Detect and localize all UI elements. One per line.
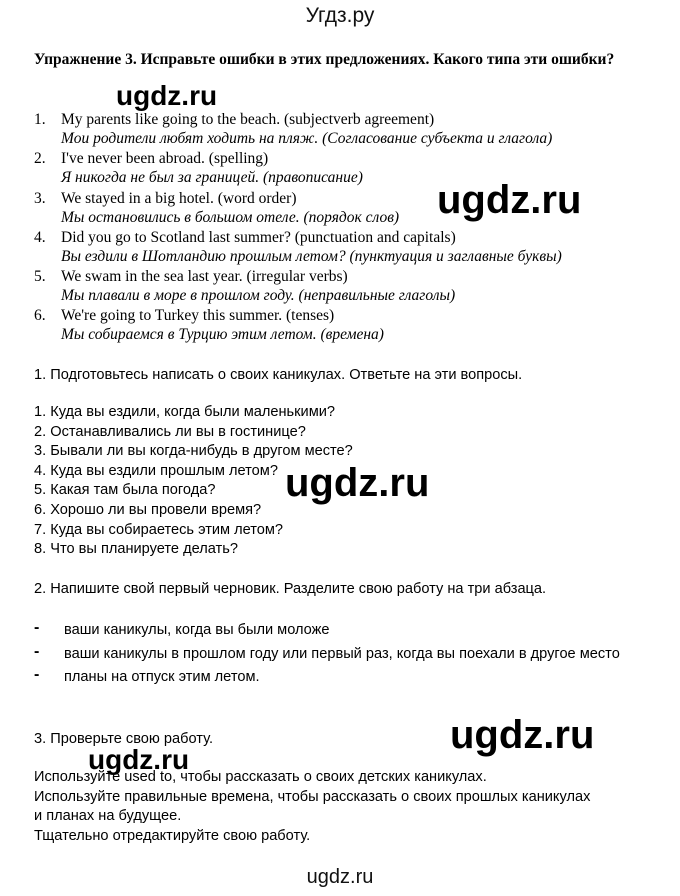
russian-translation: Я никогда не был за границей. (правописание) <box>61 169 363 187</box>
english-sentence: I've never been abroad. (spelling) <box>61 150 269 168</box>
watermark: ugdz.ru <box>116 80 218 111</box>
question-item: 3. Бывали ли вы когда-нибудь в другом месте? <box>34 443 353 460</box>
question-item: 6. Хорошо ли вы провели время? <box>34 501 262 518</box>
watermark: ugdz.ru <box>285 461 430 505</box>
english-sentence: Did you go to Scotland last summer? (punctuation and capitals) <box>61 228 456 246</box>
question-item: 1. Куда вы ездили, когда были маленькими? <box>34 404 336 420</box>
checklist-notes <box>34 768 594 846</box>
site-footer: ugdz.ru <box>306 866 374 888</box>
question-item: 4. Куда вы ездили прошлым летом? <box>34 462 278 479</box>
item-number: 1. <box>34 111 46 128</box>
exercise-item <box>34 228 634 267</box>
item-number: 6. <box>34 307 46 325</box>
question-item: 2. Останавливались ли вы в гостинице? <box>34 423 306 440</box>
english-sentence: We stayed in a big hotel. (word order) <box>61 189 297 207</box>
english-sentence: We swam in the sea last year. (irregular verbs) <box>61 268 348 286</box>
english-sentence: My parents like going to the beach. (subjectverb agreement) <box>61 111 435 128</box>
english-sentence: We're going to Turkey this summer. (tenses) <box>61 307 335 325</box>
item-number: 4. <box>34 228 46 246</box>
question-list <box>34 403 353 560</box>
plan-item <box>34 621 634 641</box>
watermark: ugdz.ru <box>450 713 595 757</box>
plan-item <box>34 642 634 665</box>
note-line: Тщательно отредактируйте свою работу. <box>34 827 311 844</box>
paragraph-plan-list <box>34 621 634 692</box>
exercise-item <box>34 189 634 228</box>
task-2-instruction: 2. Напишите свой первый черновик. Разделите свою работу на три абзаца. <box>34 581 547 597</box>
dash-bullet: - <box>34 642 40 660</box>
exercise-title: Упражнение 3. Исправьте ошибки в этих предложениях. Какого типа эти ошибки? <box>34 51 615 68</box>
exercise-item <box>34 149 634 188</box>
plan-item-text: планы на отпуск этим летом. <box>64 669 260 686</box>
russian-translation: Мы собираемся в Турцию этим летом. (времена) <box>61 326 384 344</box>
item-number: 2. <box>34 150 46 168</box>
dash-bullet: - <box>34 666 40 684</box>
watermark: ugdz.ru <box>437 178 582 222</box>
exercise-item <box>34 110 634 149</box>
site-header: Угдз.ру <box>305 4 375 27</box>
question-item: 5. Какая там была погода? <box>34 482 216 499</box>
russian-translation: Вы ездили в Шотландию прошлым летом? (пунктуация и заглавные буквы) <box>61 247 562 265</box>
plan-item <box>34 668 634 688</box>
question-item: 7. Куда вы собираетесь этим летом? <box>34 521 284 538</box>
item-number: 5. <box>34 268 46 286</box>
exercise-item <box>34 267 634 306</box>
russian-translation: Мои родители любят ходить на пляж. (Согласование субъекта и глагола) <box>61 130 553 147</box>
item-number: 3. <box>34 189 46 207</box>
dash-bullet: - <box>34 619 40 636</box>
watermark: ugdz.ru <box>88 744 190 775</box>
exercise-list <box>34 110 634 346</box>
task-1-instruction: 1. Подготовьтесь написать о своих каникулах. Ответьте на эти вопросы. <box>34 367 523 383</box>
note-line: Используйте used to, чтобы рассказать о своих детских каникулах. <box>34 769 487 785</box>
russian-translation: Мы плавали в море в прошлом году. (неправильные глаголы) <box>61 287 456 305</box>
exercise-item <box>34 306 634 345</box>
plan-item-text: ваши каникулы в прошлом году или первый раз, когда вы поехали в другое место <box>64 645 620 662</box>
plan-item-text: ваши каникулы, когда вы были моложе <box>64 622 330 638</box>
russian-translation: Мы остановились в большом отеле. (порядок слов) <box>61 208 400 226</box>
note-line: Используйте правильные времена, чтобы рассказать о своих прошлых каникулах и планах на будущее. <box>34 788 591 825</box>
question-item: 8. Что вы планируете делать? <box>34 541 238 558</box>
task-3-instruction: 3. Проверьте свою работу. <box>34 731 214 747</box>
